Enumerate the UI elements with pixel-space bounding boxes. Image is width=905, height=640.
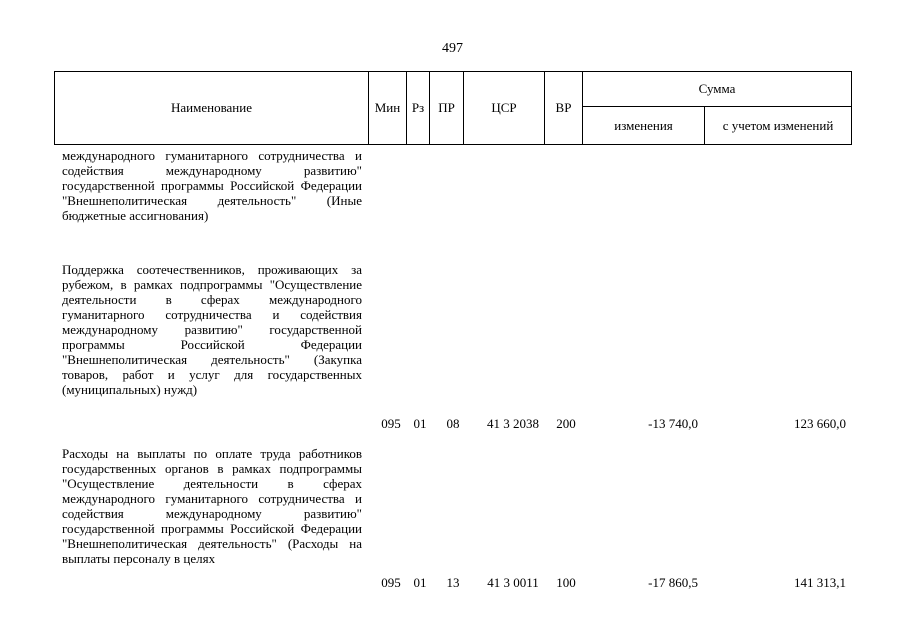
row-2-pr: 08 xyxy=(446,416,460,431)
row-3-pr: 13 xyxy=(446,575,460,590)
row-3-csr: 41 3 0011 xyxy=(487,575,539,590)
row-3-vr: 100 xyxy=(556,575,576,590)
row-3-with-change: 141 313,1 xyxy=(794,575,846,590)
row-3-change: -17 860,5 xyxy=(648,575,698,590)
row-2-with-change: 123 660,0 xyxy=(794,416,846,431)
header-pr: ПР xyxy=(438,100,455,115)
row-2-vr: 200 xyxy=(556,416,576,431)
header-name: Наименование xyxy=(171,100,252,115)
header-sum: Сумма xyxy=(698,81,736,96)
header-rz: Рз xyxy=(411,100,425,115)
row-2-change: -13 740,0 xyxy=(648,416,698,431)
row-2-csr: 41 3 2038 xyxy=(487,416,539,431)
row-3-name: Расходы на выплаты по оплате труда работников государственных органов в рамках подпрограммы "Осуществление деятельности в сферах международного гуманитарного сотрудничества и содействия международному развитию" государственной программы Российской Федерации "Внешнеполитическая деятельность" (Расходы на выплаты персоналу в целях xyxy=(62,446,362,566)
row-2-min: 095 xyxy=(381,416,401,431)
header-vr: ВР xyxy=(555,100,572,115)
page-number: 497 xyxy=(442,41,463,56)
header-change: изменения xyxy=(614,117,673,133)
row-2-rz: 01 xyxy=(413,416,427,431)
header-with-change: с учетом изменений xyxy=(722,117,834,133)
header-min: Мин xyxy=(374,100,401,115)
table-header xyxy=(54,71,852,145)
row-3-min: 095 xyxy=(381,575,401,590)
row-2-name: Поддержка соотечественников, проживающих за рубежом, в рамках подпрограммы "Осуществление деятельности в сферах международного гуманитарного сотрудничества и содействия международному развитию" государственной программы Российской Федерации "Внешнеполитическая деятельность" (Закупка товаров, работ и услуг для государственных (муниципальных) нужд) xyxy=(62,262,362,397)
header-csr: ЦСР xyxy=(491,100,517,115)
row-3-rz: 01 xyxy=(413,575,427,590)
row-1-name: международного гуманитарного сотрудничества и содействия международному развитию" государственной программы Российской Федерации "Внешнеполитическая деятельность" (Иные бюджетные ассигнования) xyxy=(62,148,362,223)
